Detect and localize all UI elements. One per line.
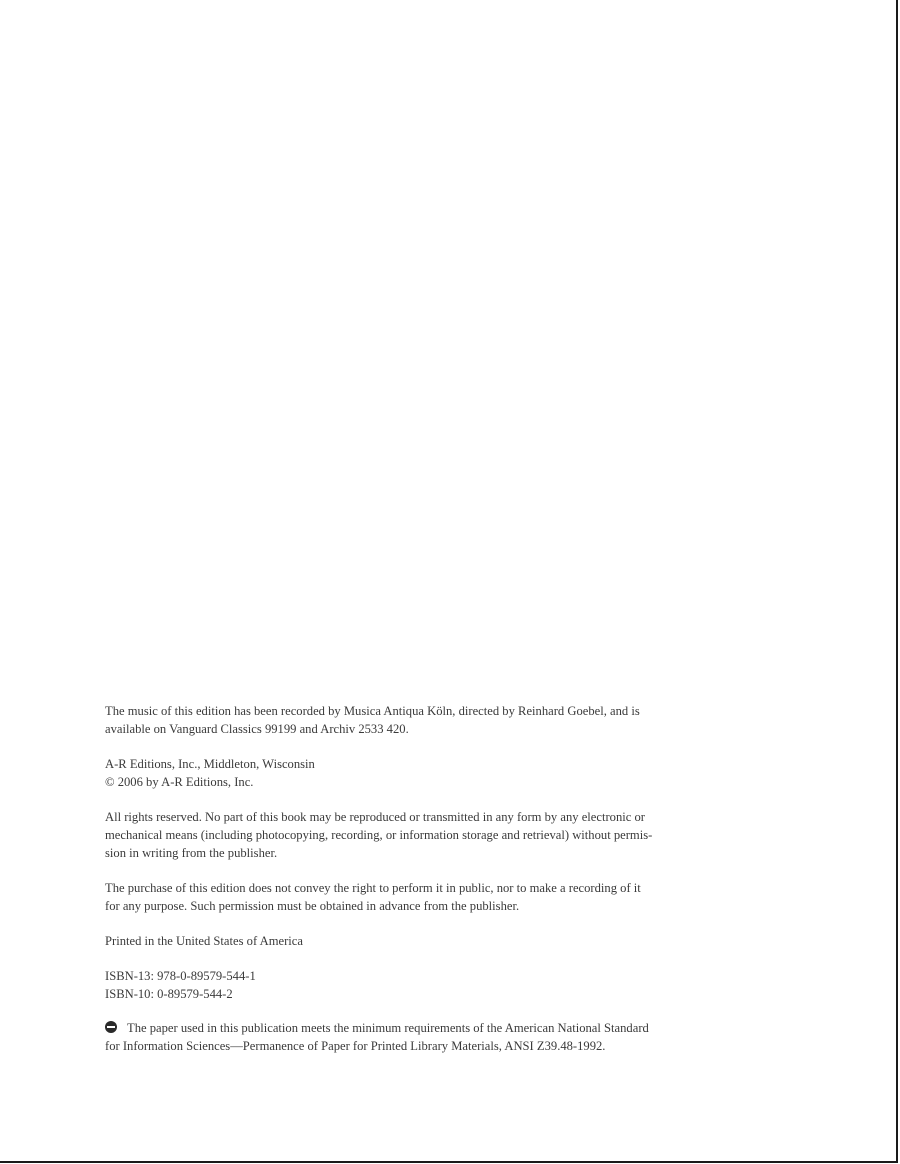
publisher-info [105, 755, 745, 791]
printed-in [105, 932, 745, 950]
copyright-block [105, 702, 745, 1055]
recording-note-line-2: available on Vanguard Classics 99199 and Archiv 2533 420. [105, 722, 409, 736]
publisher-name: A-R Editions, Inc., Middleton, Wisconsin [105, 757, 315, 771]
printed-in-text: Printed in the United States of America [105, 934, 303, 948]
paper-line-1: The paper used in this publication meets the minimum requirements of the American National Standard [127, 1021, 649, 1035]
copyright-notice: © 2006 by A-R Editions, Inc. [105, 775, 254, 789]
performance-statement [105, 879, 745, 915]
rights-line-1: All rights reserved. No part of this book may be reproduced or transmitted in any form by any electronic or [105, 810, 645, 824]
paper-statement [105, 1019, 745, 1055]
paper-line-2: for Information Sciences—Permanence of Paper for Printed Library Materials, ANSI Z39.48-1992. [105, 1039, 606, 1053]
performance-line-2: for any purpose. Such permission must be obtained in advance from the publisher. [105, 899, 520, 913]
rights-line-2: mechanical means (including photocopying, recording, or information storage and retrieval) without permis- [105, 828, 653, 842]
recording-note-line-1: The music of this edition has been recorded by Musica Antiqua Köln, directed by Reinhard Goebel, and is [105, 704, 640, 718]
isbn-10: ISBN-10: 0-89579-544-2 [105, 987, 233, 1001]
performance-line-1: The purchase of this edition does not convey the right to perform it in public, nor to make a recording of it [105, 881, 641, 895]
rights-statement [105, 808, 745, 862]
isbn-13: ISBN-13: 978-0-89579-544-1 [105, 969, 256, 983]
paper-permanence-icon [105, 1021, 117, 1033]
recording-note [105, 702, 745, 738]
rights-line-3: sion in writing from the publisher. [105, 846, 278, 860]
isbn-block [105, 967, 745, 1003]
